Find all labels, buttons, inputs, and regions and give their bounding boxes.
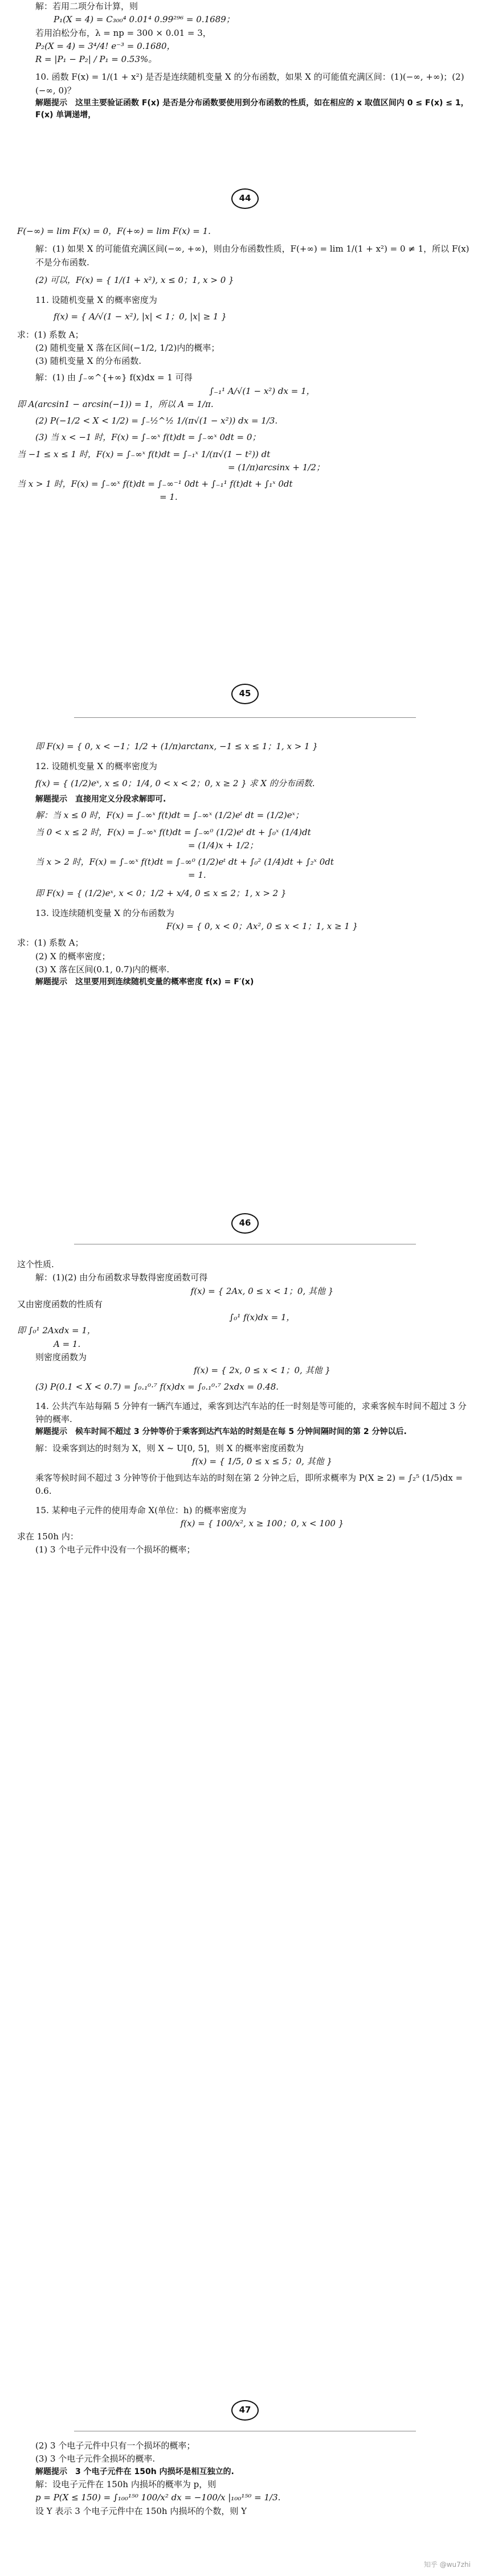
page-44-fragment: [0, 0, 490, 122]
formula-line: = (1/π)arcsinx + 1/2；: [228, 462, 325, 473]
text-line: 解：(1)(2) 由分布函数求导数得密度函数可得: [35, 1272, 208, 1283]
page-48-fragment: [0, 2439, 490, 2518]
text-line: (3) 3 个电子元件全损坏的概率.: [35, 2454, 156, 2464]
text-line: 乘客等候时间不超过 3 分钟等价于他到达车站的时刻在第 2 分钟之后，即所求概率为 P(X ≥ 2) = ∫₂⁵ (1/5)dx = 0.6.: [35, 1473, 463, 1497]
formula-line: 即 A(arcsin1 − arcsin(−1)) = 1，所以 A = 1/π.: [17, 398, 214, 409]
formula-line: = 1.: [160, 492, 178, 503]
formula-line: (3) P(0.1 < X < 0.7) = ∫₀.₁⁰·⁷ f(x)dx = ∫₀.₁⁰·⁷ 2xdx = 0.48.: [35, 1382, 279, 1392]
text-line: 这个性质.: [17, 1259, 54, 1269]
formula-line: F(−∞) = lim F(x) = 0，F(+∞) = lim F(x) = 1.: [17, 226, 211, 236]
page-number: 44: [231, 188, 259, 209]
text-line: 解：(1) 由 ∫₋∞^{+∞} f(x)dx = 1 可得: [35, 372, 193, 383]
page-45: [0, 225, 490, 504]
text-line: (1) 3 个电子元件中没有一个损坏的概率；: [35, 1544, 195, 1555]
formula-line: ∫₋₁¹ A/√(1 − x²) dx = 1，: [209, 385, 315, 396]
text-line: 求：(1) 系数 A；: [17, 938, 84, 948]
formula-line: (2) P(−1/2 < X < 1/2) = ∫₋½^½ 1/(π√(1 − x²)) dx = 1/3.: [35, 416, 278, 426]
text-line: (3) 随机变量 X 的分布函数.: [35, 356, 141, 366]
formula-line: A = 1.: [54, 1338, 81, 1349]
problem-12: 12. 设随机变量 X 的概率密度为: [35, 761, 157, 772]
piecewise-formula: f(x) = { A/√(1 − x²), |x| < 1；0, |x| ≥ 1 }: [54, 311, 227, 322]
piecewise-formula: 即 F(x) = { (1/2)eˣ, x < 0；1/2 + x/4, 0 ≤ x ≤ 2；1, x > 2 }: [35, 888, 287, 898]
solution-hint: 解题提示 3 个电子元件在 150h 内损坏是相互独立的.: [35, 2467, 234, 2476]
piecewise-formula: F(x) = { 0, x < 0；Ax², 0 ≤ x < 1；1, x ≥ 1 }: [166, 921, 358, 932]
problem-14: 14. 公共汽车站每隔 5 分钟有一辆汽车通过，乘客到达汽车站的任一时刻是等可能的，求乘客候车时间不超过 3 分钟的概率.: [35, 1400, 467, 1424]
formula-line: (3) 当 x < −1 时，F(x) = ∫₋∞ˣ f(t)dt = ∫₋∞ˣ 0dt = 0；: [35, 432, 261, 443]
page-divider: [74, 717, 416, 718]
text-line: (2) 3 个电子元件中只有一个损坏的概率；: [35, 2441, 195, 2451]
formula-line: 当 0 < x ≤ 2 时，F(x) = ∫₋∞ˣ f(t)dt = ∫₋∞⁰ (1/2)eᵗ dt + ∫₀ˣ (1/4)dt: [35, 827, 311, 837]
page-number-badge: [217, 2400, 273, 2421]
text-line: 解：若用二项分布计算，则: [35, 1, 138, 11]
text-line: (2) 随机变量 X 落在区间(−1/2, 1/2)内的概率；: [35, 342, 220, 353]
piecewise-formula: f(x) = { (1/2)eˣ, x ≤ 0；1/4, 0 < x < 2；0, x ≥ 2 } 求 X 的分布函数.: [35, 778, 315, 788]
text-line: 则密度函数为: [35, 1351, 87, 1362]
piecewise-formula: f(x) = { 1/5, 0 ≤ x ≤ 5；0, 其他 }: [192, 1456, 332, 1466]
page-number: 45: [231, 684, 259, 704]
text-line: 解：设乘客到达的时刻为 X，则 X ~ U[0, 5]，则 X 的概率密度函数为: [35, 1443, 304, 1453]
text-line: (2) X 的概率密度；: [35, 951, 111, 962]
problem-10: 10. 函数 F(x) = 1/(1 + x²) 是否是连续随机变量 X 的分布函数，如果 X 的可能值充满区间：(1)(−∞, +∞)；(2)(−∞, 0)？: [35, 72, 464, 96]
solution-hint: 解题提示 这里主要验证函数 F(x) 是否是分布函数要使用到分布函数的性质，如在相应的 x 取值区间内 0 ≤ F(x) ≤ 1，F(x) 单调递增，: [35, 98, 469, 120]
page-46: [0, 734, 490, 989]
formula-line: 当 x > 2 时，F(x) = ∫₋∞ˣ f(t)dt = ∫₋∞⁰ (1/2)eᵗ dt + ∫₀² (1/4)dt + ∫₂ˣ 0dt: [35, 857, 334, 868]
piecewise-formula: f(x) = { 2x, 0 ≤ x < 1；0, 其他 }: [194, 1365, 330, 1375]
solution-hint: 解题提示 直接用定义分段求解即可.: [35, 794, 166, 804]
formula-line: p = P(X ≤ 150) = ∫₁₀₀¹⁵⁰ 100/x² dx = −100/x |₁₀₀¹⁵⁰ = 1/3.: [35, 2492, 281, 2503]
formula-line: = 1.: [188, 870, 206, 881]
text-line: 若用泊松分布，λ = np = 300 × 0.01 = 3，: [35, 27, 211, 38]
formula-line: R = |P₁ − P₂| / P₁ = 0.53%。: [35, 54, 157, 64]
text-line: 求在 150h 内：: [17, 1531, 79, 1542]
text-line: 设 Y 表示 3 个电子元件中在 150h 内损坏的个数，则 Y: [35, 2505, 247, 2516]
formula-line: ∫₀¹ f(x)dx = 1，: [229, 1312, 295, 1322]
piecewise-formula: f(x) = { 2Ax, 0 ≤ x < 1；0, 其他 }: [190, 1285, 334, 1296]
formula-line: 当 −1 ≤ x ≤ 1 时，F(x) = ∫₋∞ˣ f(t)dt = ∫₋₁ˣ 1/(π√(1 − t²)) dt: [17, 449, 271, 459]
text-line: 求：(1) 系数 A；: [17, 329, 84, 340]
formula-line: 解：当 x ≤ 0 时，F(x) = ∫₋∞ˣ f(t)dt = ∫₋∞ˣ (1/2)eᵗ dt = (1/2)eˣ；: [35, 810, 304, 821]
watermark: 知乎 @wu7zhi: [423, 2561, 471, 2569]
page-number: 47: [231, 2400, 259, 2421]
solution-hint: 解题提示 候车时间不超过 3 分钟等价于乘客到达汽车站的时刻是在每 5 分钟间隔时间的第 2 分钟以后.: [35, 1427, 407, 1436]
text-line: 解：(1) 如果 X 的可能值充满区间(−∞, +∞)，则由分布函数性质，F(+∞) = lim 1/(1 + x²) = 0 ≠ 1，所以 F(x) 不是分布函数.: [35, 244, 469, 268]
problem-11: 11. 设随机变量 X 的概率密度为: [35, 295, 157, 305]
page-47: [0, 1258, 490, 1557]
text-line: (3) X 落在区间(0.1, 0.7)内的概率.: [35, 964, 170, 975]
page-number-badge: [217, 188, 273, 209]
problem-13: 13. 设连续随机变量 X 的分布函数为: [35, 907, 174, 918]
page-number: 46: [231, 1213, 259, 1234]
formula-line: 即 ∫₀¹ 2Axdx = 1，: [17, 1325, 96, 1336]
problem-15: 15. 某种电子元件的使用寿命 X(单位：h) 的概率密度为: [35, 1505, 247, 1515]
text-line: 解：设电子元件在 150h 内损坏的概率为 p，则: [35, 2479, 217, 2490]
text-line: 又由密度函数的性质有: [17, 1299, 103, 1309]
formula-line: = (1/4)x + 1/2；: [188, 840, 258, 851]
piecewise-formula: 即 F(x) = { 0, x < −1；1/2 + (1/π)arctanx, −1 ≤ x ≤ 1；1, x > 1 }: [35, 741, 318, 751]
formula-line: P₁(X = 4) = C₃₀₀⁴ 0.01⁴ 0.99²⁹⁶ = 0.1689；: [54, 14, 235, 25]
piecewise-formula: f(x) = { 100/x², x ≥ 100；0, x < 100 }: [180, 1518, 344, 1529]
page-number-badge: [217, 683, 273, 705]
piecewise-formula: (2) 可以，F(x) = { 1/(1 + x²), x ≤ 0；1, x > 0 }: [35, 274, 234, 285]
formula-line: P₂(X = 4) = 3⁴/4! e⁻³ = 0.1680，: [35, 40, 175, 51]
solution-hint: 解题提示 这里要用到连续随机变量的概率密度 f(x) = F′(x): [35, 977, 254, 987]
page-number-badge: [217, 1213, 273, 1234]
formula-line: 当 x > 1 时，F(x) = ∫₋∞ˣ f(t)dt = ∫₋∞⁻¹ 0dt + ∫₋₁¹ f(t)dt + ∫₁ˣ 0dt: [17, 479, 293, 489]
